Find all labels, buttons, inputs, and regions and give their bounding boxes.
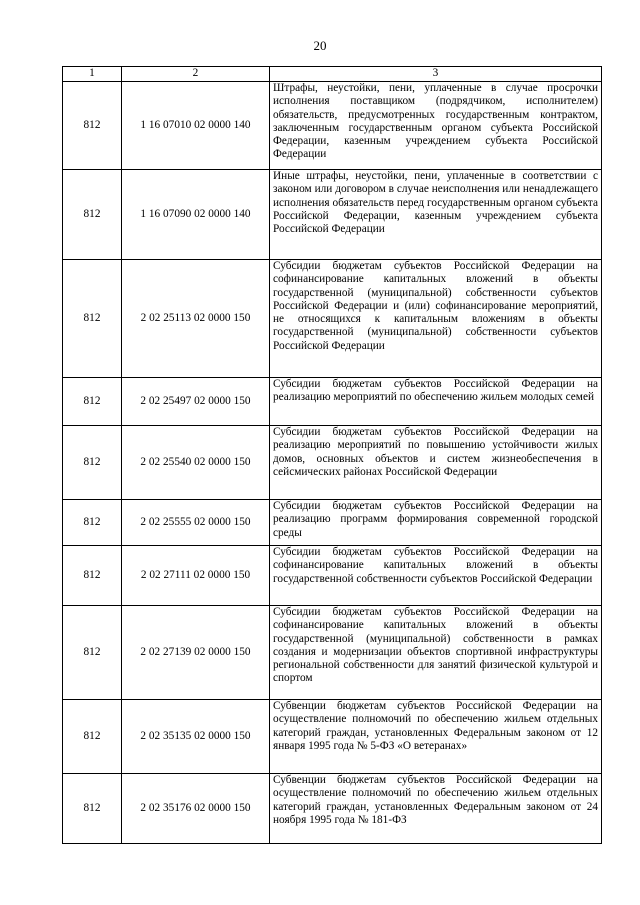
table-row <box>63 170 602 260</box>
admin-code-cell: 812 <box>63 546 122 606</box>
revenue-name-cell: Субсидии бюджетам субъектов Российской Федерации на софинансирование капитальных вложений в объекты государственной собственности субъектов Российской Федерации <box>270 546 602 606</box>
revenue-name-cell: Субвенции бюджетам субъектов Российской Федерации на осуществление полномочий по обеспечению жильем отдельных категорий граждан, установленных Федеральным законом от 12 января 1995 года № 5-ФЗ «О ветеранах» <box>270 700 602 774</box>
revenue-name-cell: Штрафы, неустойки, пени, уплаченные в случае просрочки исполнения поставщиком (подрядчиком, исполнителем) обязательств, предусмотренных государственным контрактом, заключенным государственным органом субъекта Российской Федерации, казенным учреждением субъекта Российской Федерации <box>270 82 602 170</box>
table-row <box>63 426 602 500</box>
table-header-row <box>63 67 602 82</box>
revenue-name-cell: Субсидии бюджетам субъектов Российской Федерации на софинансирование капитальных вложений в объекты государственной (муниципальной) собственности в рамках создания и модернизации объектов спортивной инфраструктуры региональной собственности для занятий физической культурой и спортом <box>270 606 602 700</box>
table-row <box>63 700 602 774</box>
table-row <box>63 82 602 170</box>
admin-code-cell: 812 <box>63 700 122 774</box>
budget-code-cell: 2 02 25555 02 0000 150 <box>122 500 270 546</box>
column-header: 1 <box>63 67 122 82</box>
admin-code-cell: 812 <box>63 500 122 546</box>
budget-code-cell: 1 16 07010 02 0000 140 <box>122 82 270 170</box>
table-row <box>63 378 602 426</box>
admin-code-cell: 812 <box>63 426 122 500</box>
column-header: 3 <box>270 67 602 82</box>
budget-code-cell: 2 02 27139 02 0000 150 <box>122 606 270 700</box>
budget-code-cell: 2 02 35176 02 0000 150 <box>122 774 270 844</box>
table-row <box>63 774 602 844</box>
table-row <box>63 260 602 378</box>
revenue-name-cell: Субсидии бюджетам субъектов Российской Федерации на реализацию программ формирования современной городской среды <box>270 500 602 546</box>
budget-code-cell: 2 02 35135 02 0000 150 <box>122 700 270 774</box>
admin-code-cell: 812 <box>63 774 122 844</box>
admin-code-cell: 812 <box>63 260 122 378</box>
revenue-name-cell: Субвенции бюджетам субъектов Российской Федерации на осуществление полномочий по обеспечению жильем отдельных категорий граждан, установленных Федеральным законом от 24 ноября 1995 года № 181-ФЗ <box>270 774 602 844</box>
revenue-name-cell: Иные штрафы, неустойки, пени, уплаченные в соответствии с законом или договором в случае неисполнения или ненадлежащего исполнения обязательств перед государственным органом субъекта Российской Федерации, казенным учреждением субъекта Российской Федерации <box>270 170 602 260</box>
page-number: 20 <box>313 38 327 53</box>
admin-code-cell: 812 <box>63 606 122 700</box>
admin-code-cell: 812 <box>63 170 122 260</box>
budget-code-cell: 2 02 25497 02 0000 150 <box>122 378 270 426</box>
column-header: 2 <box>122 67 270 82</box>
budget-code-cell: 2 02 25540 02 0000 150 <box>122 426 270 500</box>
table-row <box>63 546 602 606</box>
revenue-name-cell: Субсидии бюджетам субъектов Российской Федерации на реализацию мероприятий по обеспечению жильем молодых семей <box>270 378 602 426</box>
revenue-name-cell: Субсидии бюджетам субъектов Российской Федерации на реализацию мероприятий по повышению устойчивости жилых домов, основных объектов и систем жизнеобеспечения в сейсмических районах Российской Федерации <box>270 426 602 500</box>
admin-code-cell: 812 <box>63 82 122 170</box>
budget-code-cell: 2 02 25113 02 0000 150 <box>122 260 270 378</box>
budget-code-cell: 2 02 27111 02 0000 150 <box>122 546 270 606</box>
table-row <box>63 606 602 700</box>
revenue-name-cell: Субсидии бюджетам субъектов Российской Федерации на софинансирование капитальных вложений в объекты государственной (муниципальной) собственности субъектов Российской Федерации и (или) софинансирование мероприятий, не относящихся к капитальным вложениям в объекты государственной (муниципальной) собственности субъектов Российской Федерации <box>270 260 602 378</box>
table-row <box>63 500 602 546</box>
admin-code-cell: 812 <box>63 378 122 426</box>
revenue-codes-table <box>62 66 602 844</box>
budget-code-cell: 1 16 07090 02 0000 140 <box>122 170 270 260</box>
